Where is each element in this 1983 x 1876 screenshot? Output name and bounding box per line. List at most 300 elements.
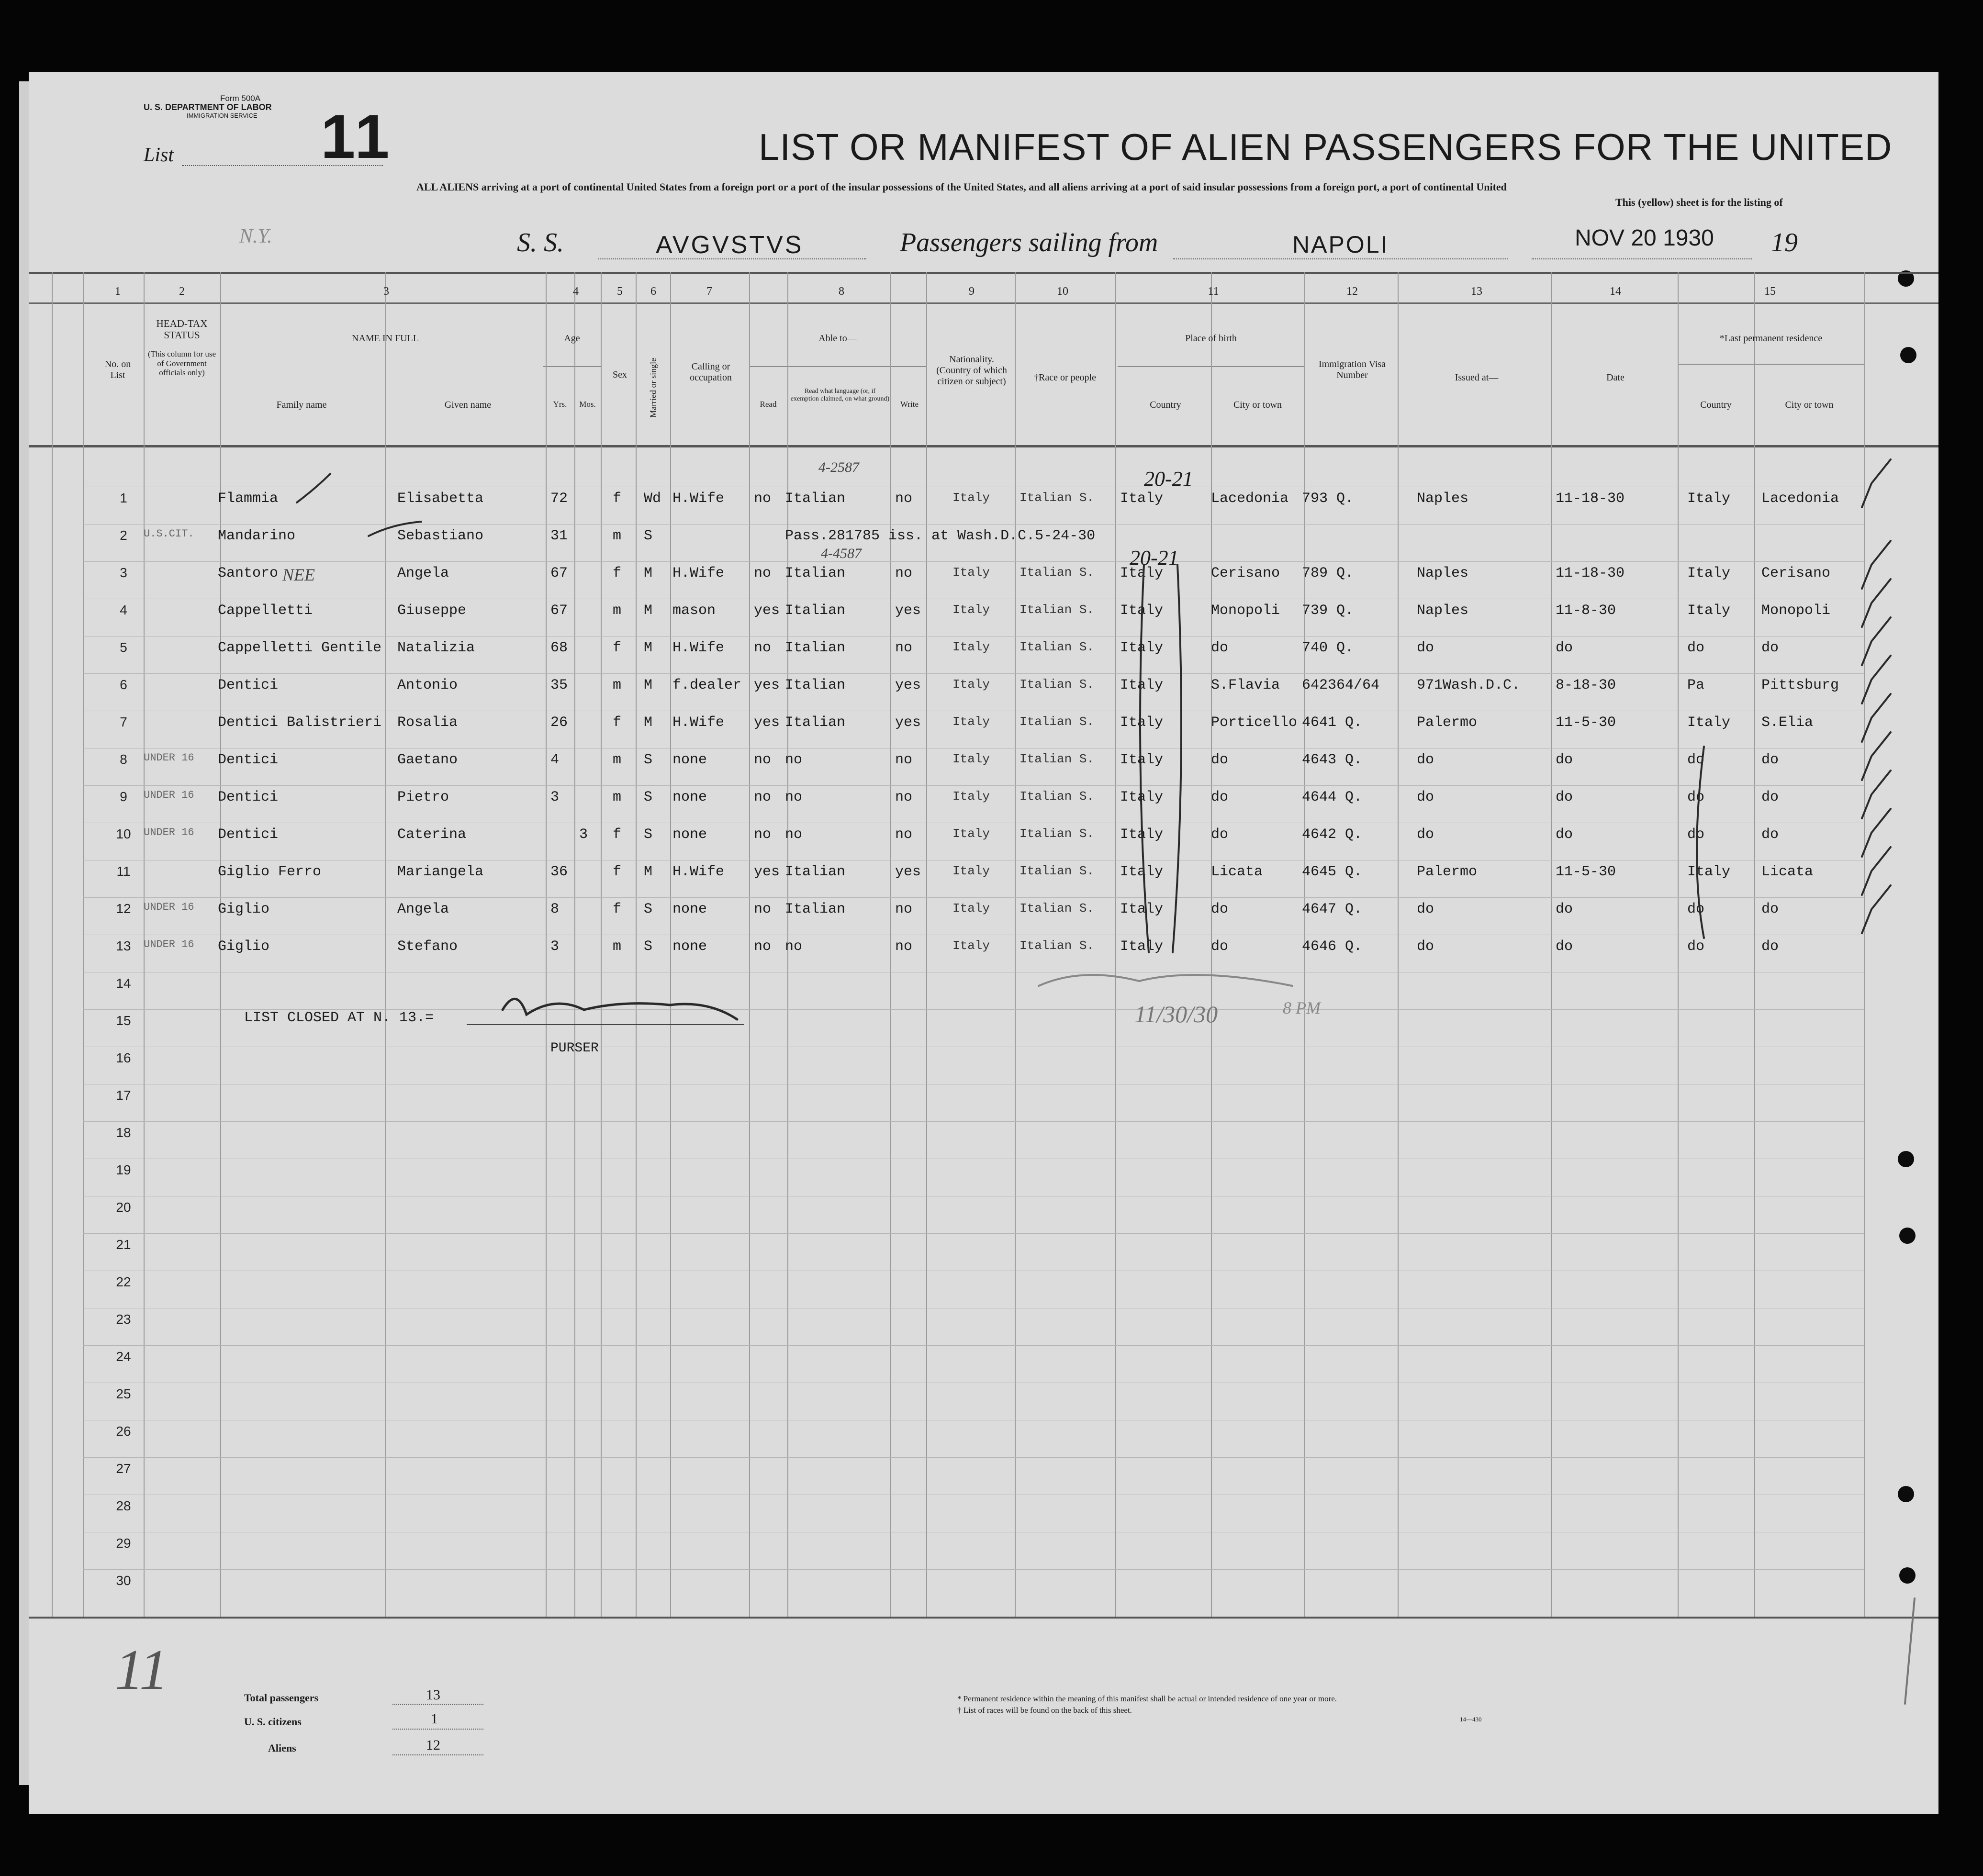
issue-date: 11-18-30 <box>1556 565 1625 581</box>
residence-country: Italy <box>1687 491 1731 507</box>
family-name: Mandarino <box>218 528 296 544</box>
header-age: Age <box>564 333 580 344</box>
ss-label: S. S. <box>517 228 564 257</box>
race: Italian S. <box>1020 901 1095 916</box>
residence-city: do <box>1761 640 1779 656</box>
header-issued-at: Issued at— <box>1455 372 1499 383</box>
nationality: Italy <box>952 565 990 580</box>
vertical-bracket <box>1173 565 1181 952</box>
can-write: no <box>895 901 913 917</box>
can-read: no <box>754 640 772 656</box>
can-read: no <box>754 491 772 507</box>
header-read: Read <box>760 400 777 409</box>
age-years: 3 <box>550 789 560 805</box>
visa-number: 739 Q. <box>1302 603 1354 619</box>
occupation: none <box>672 938 707 955</box>
vertical-bracket <box>1140 565 1149 952</box>
residence-city: Cerisano <box>1761 565 1831 581</box>
nationality: Italy <box>952 677 990 692</box>
visa-number: 4647 Q. <box>1302 901 1363 917</box>
header-calling: Calling or occupation <box>690 361 732 383</box>
column-number: 12 <box>1346 285 1358 298</box>
visa-number: 793 Q. <box>1302 491 1354 507</box>
row-number: 8 <box>120 752 127 767</box>
row-number: 5 <box>120 640 127 655</box>
age-years: 8 <box>550 901 560 917</box>
check-mark <box>1862 541 1891 589</box>
occupation: H.Wife <box>672 864 725 880</box>
header-sex: Sex <box>613 369 627 380</box>
residence-country: do <box>1687 640 1705 656</box>
can-write: no <box>895 789 913 805</box>
check-mark <box>1862 617 1891 665</box>
issued-at: Naples <box>1417 491 1469 507</box>
birth-country: Italy <box>1120 901 1164 917</box>
row-number: 13 <box>116 938 131 953</box>
can-read: yes <box>754 715 780 731</box>
given-name: Stefano <box>397 938 458 955</box>
sex: f <box>613 491 622 507</box>
visa-number: 740 Q. <box>1302 640 1354 656</box>
residence-country: Pa <box>1687 677 1705 693</box>
check-mark <box>1862 732 1891 780</box>
footnote-residence: * Permanent residence within the meaning of this manifest shall be actual or intended residence of one year or more. <box>957 1694 1337 1703</box>
nationality: Italy <box>952 603 990 617</box>
birth-city: do <box>1211 789 1229 805</box>
head-tax-status: UNDER 16 <box>144 752 194 764</box>
age-months: 3 <box>579 826 588 843</box>
birth-country: Italy <box>1120 938 1164 955</box>
can-write: yes <box>895 603 921 619</box>
can-write: no <box>895 826 913 843</box>
column-number: 11 <box>1208 285 1219 298</box>
residence-city: do <box>1761 938 1779 955</box>
form-number: Form 500A <box>220 94 261 103</box>
handwritten-note: 20-21 <box>1144 467 1193 491</box>
row-number: 7 <box>120 715 127 729</box>
birth-city: do <box>1211 938 1229 955</box>
family-name: Dentici Balistrieri <box>218 715 382 731</box>
us-citizens-label: U. S. citizens <box>244 1716 302 1728</box>
issue-date: 11-5-30 <box>1556 715 1616 731</box>
inspector-time: 8 PM <box>1283 998 1321 1017</box>
list-label: List <box>144 144 174 166</box>
header-birth-country: Country <box>1150 400 1181 410</box>
header-married: Married or single <box>648 357 658 418</box>
issued-at: do <box>1417 826 1434 843</box>
can-read: no <box>754 752 772 768</box>
given-name: Sebastiano <box>397 528 484 544</box>
issued-at: 971Wash.D.C. <box>1417 677 1521 693</box>
handwritten-note: 4-4587 <box>821 546 862 561</box>
visa-number: 642364/64 <box>1302 677 1380 693</box>
check-mark <box>1862 809 1891 857</box>
aliens-label: Aliens <box>268 1742 296 1754</box>
row-number: 27 <box>116 1461 131 1476</box>
residence-city: S.Elia <box>1761 715 1814 731</box>
age-years: 31 <box>550 528 568 544</box>
can-write: no <box>895 491 913 507</box>
birth-city: S.Flavia <box>1211 677 1280 693</box>
sex: f <box>613 640 622 656</box>
sex: m <box>613 677 622 693</box>
inspector-signature <box>1039 975 1292 986</box>
header-name-in-full: NAME IN FULL <box>352 333 419 344</box>
page-title: LIST OR MANIFEST OF ALIEN PASSENGERS FOR THE UNITED <box>759 126 1893 168</box>
birth-country: Italy <box>1120 826 1164 843</box>
header-place-of-birth: Place of birth <box>1185 333 1237 344</box>
birth-city: Cerisano <box>1211 565 1280 581</box>
family-name: Dentici <box>218 789 279 805</box>
header-yrs: Yrs. <box>553 400 567 409</box>
occupation: none <box>672 789 707 805</box>
header-mos: Mos. <box>579 400 596 409</box>
visa-number: 789 Q. <box>1302 565 1354 581</box>
issued-at: Palermo <box>1417 864 1478 880</box>
occupation: mason <box>672 603 716 619</box>
column-number: 15 <box>1764 285 1776 298</box>
header-no-on-list: No. on List <box>104 359 131 380</box>
column-number: 13 <box>1471 285 1482 298</box>
list-number: 11 <box>321 101 392 171</box>
family-name: Giglio Ferro <box>218 864 322 880</box>
head-tax-status: U.S.CIT. <box>144 528 194 540</box>
family-name: Flammia <box>218 491 279 507</box>
visa-number: 4643 Q. <box>1302 752 1363 768</box>
sex: f <box>613 826 622 843</box>
residence-city: Monopoli <box>1761 603 1831 619</box>
issue-date: do <box>1556 789 1573 805</box>
nationality: Italy <box>952 864 990 878</box>
marital-status: Wd <box>644 491 661 507</box>
row-number: 19 <box>116 1162 131 1177</box>
family-name: Giglio <box>218 901 270 917</box>
visa-number: 4646 Q. <box>1302 938 1363 955</box>
row-number: 25 <box>116 1386 131 1401</box>
check-mark <box>1862 885 1891 933</box>
check-mark <box>369 522 421 536</box>
occupation: none <box>672 826 707 843</box>
marital-status: S <box>644 938 653 955</box>
margin-tally: 11 <box>115 1638 168 1701</box>
read-language: no <box>785 752 803 768</box>
birth-country: Italy <box>1120 491 1164 507</box>
aliens-value: 12 <box>426 1737 440 1753</box>
check-mark <box>1862 770 1891 818</box>
residence-country: do <box>1687 901 1705 917</box>
nationality: Italy <box>952 752 990 766</box>
birth-city: do <box>1211 826 1229 843</box>
sex: m <box>613 603 622 619</box>
row-number: 6 <box>120 677 127 692</box>
row-number: 17 <box>116 1088 131 1103</box>
marital-status: S <box>644 752 653 768</box>
issued-at: do <box>1417 640 1434 656</box>
can-write: no <box>895 640 913 656</box>
header-date: Date <box>1606 372 1624 383</box>
race: Italian S. <box>1020 603 1095 617</box>
occupation: H.Wife <box>672 565 725 581</box>
nationality: Italy <box>952 491 990 505</box>
occupation: none <box>672 752 707 768</box>
age-years: 67 <box>550 603 568 619</box>
column-number: 10 <box>1057 285 1068 298</box>
row-number: 23 <box>116 1312 131 1327</box>
marital-status: M <box>644 603 653 619</box>
birth-country: Italy <box>1120 752 1164 768</box>
check-mark <box>1862 459 1891 507</box>
given-name: Caterina <box>397 826 467 843</box>
sailing-label: Passengers sailing from <box>900 228 1158 257</box>
marital-status: M <box>644 864 653 880</box>
sex: m <box>613 528 622 544</box>
row-number: 26 <box>116 1424 131 1439</box>
birth-country: Italy <box>1120 640 1164 656</box>
can-read: no <box>754 901 772 917</box>
given-name: Giuseppe <box>397 603 467 619</box>
age-years: 4 <box>550 752 560 768</box>
family-name: Santoro <box>218 565 279 581</box>
footnote-races: † List of races will be found on the back of this sheet. <box>957 1706 1132 1715</box>
row-number: 11 <box>116 864 131 879</box>
row-number: 29 <box>116 1536 131 1551</box>
departure-date: NOV 20 1930 <box>1575 225 1714 251</box>
race: Italian S. <box>1020 938 1095 953</box>
read-language: no <box>785 789 803 805</box>
column-number: 7 <box>706 285 712 298</box>
can-write: yes <box>895 677 921 693</box>
row-number: 20 <box>116 1200 131 1215</box>
year-label: 19 <box>1771 228 1798 257</box>
birth-country: Italy <box>1120 864 1164 880</box>
header-birth-city: City or town <box>1233 400 1282 410</box>
family-name: Cappelletti <box>218 603 313 619</box>
sex: m <box>613 938 622 955</box>
issue-date: do <box>1556 752 1573 768</box>
row-number: 1 <box>120 491 127 505</box>
can-write: no <box>895 752 913 768</box>
row-number: 16 <box>116 1050 131 1065</box>
check-mark <box>1862 694 1891 742</box>
sex: f <box>613 565 622 581</box>
residence-city: Pittsburg <box>1761 677 1839 693</box>
race: Italian S. <box>1020 826 1095 841</box>
issue-date: do <box>1556 640 1573 656</box>
birth-city: Lacedonia <box>1211 491 1289 507</box>
given-name: Angela <box>397 565 449 581</box>
service-name: IMMIGRATION SERVICE <box>187 112 258 119</box>
age-years: 72 <box>550 491 568 507</box>
age-years: 26 <box>550 715 568 731</box>
nationality: Italy <box>952 715 990 729</box>
residence-country: do <box>1687 789 1705 805</box>
handwritten-note: 4-2587 <box>818 459 859 475</box>
can-read: yes <box>754 603 780 619</box>
row-number: 10 <box>116 826 131 841</box>
header-head-tax: HEAD-TAX STATUS <box>156 318 208 341</box>
age-years: 67 <box>550 565 568 581</box>
row-number: 2 <box>120 528 127 543</box>
header-head-tax-note: (This column for use of Government officials only) <box>147 349 216 378</box>
race: Italian S. <box>1020 491 1095 505</box>
nationality: Italy <box>952 826 990 841</box>
instructions-line-2: This (yellow) sheet is for the listing of <box>1615 196 1783 208</box>
head-tax-status: UNDER 16 <box>144 901 194 913</box>
residence-country: Italy <box>1687 603 1731 619</box>
can-read: no <box>754 565 772 581</box>
header-given-name: Given name <box>444 400 492 410</box>
given-name: Gaetano <box>397 752 458 768</box>
issued-at: Naples <box>1417 603 1469 619</box>
residence-country: do <box>1687 938 1705 955</box>
issued-at: Naples <box>1417 565 1469 581</box>
occupation: f.dealer <box>672 677 742 693</box>
row-number: 9 <box>120 789 127 804</box>
issued-at: Palermo <box>1417 715 1478 731</box>
read-language: Italian <box>785 491 846 507</box>
race: Italian S. <box>1020 789 1095 804</box>
issued-at: do <box>1417 752 1434 768</box>
sex: f <box>613 901 622 917</box>
birth-country: Italy <box>1120 603 1164 619</box>
family-name: Cappelletti Gentile <box>218 640 382 656</box>
visa-number: 4645 Q. <box>1302 864 1363 880</box>
residence-city: do <box>1761 901 1779 917</box>
given-name: Pietro <box>397 789 449 805</box>
race: Italian S. <box>1020 640 1095 654</box>
read-language: Italian <box>785 677 846 693</box>
read-language: no <box>785 826 803 843</box>
header-res-city: City or town <box>1785 400 1834 410</box>
head-tax-status: UNDER 16 <box>144 938 194 950</box>
visa-number: 4641 Q. <box>1302 715 1363 731</box>
birth-city: Licata <box>1211 864 1263 880</box>
row-number: 22 <box>116 1274 131 1289</box>
birth-city: do <box>1211 640 1229 656</box>
header-write: Write <box>900 400 919 409</box>
row-number: 3 <box>120 565 127 580</box>
occupation: H.Wife <box>672 491 725 507</box>
given-name: Natalizia <box>397 640 475 656</box>
issued-at: do <box>1417 901 1434 917</box>
issue-date: 8-18-30 <box>1556 677 1616 693</box>
birth-city: do <box>1211 901 1229 917</box>
margin-note: N.Y. <box>239 225 272 247</box>
head-tax-status: UNDER 16 <box>144 826 194 838</box>
check-mark <box>1862 579 1891 627</box>
vertical-bracket <box>1697 747 1704 938</box>
birth-city: Monopoli <box>1211 603 1280 619</box>
can-read: no <box>754 789 772 805</box>
column-number: 4 <box>573 285 579 298</box>
column-number: 9 <box>969 285 975 298</box>
birth-country: Italy <box>1120 677 1164 693</box>
marital-status: M <box>644 565 653 581</box>
race: Italian S. <box>1020 715 1095 729</box>
check-mark <box>297 474 330 502</box>
residence-city: Licata <box>1761 864 1814 880</box>
read-language: Italian <box>785 715 846 731</box>
residence-country: do <box>1687 752 1705 768</box>
visa-number: 4644 Q. <box>1302 789 1363 805</box>
given-name: Antonio <box>397 677 458 693</box>
column-number: 6 <box>650 285 656 298</box>
row-number: 4 <box>120 603 127 617</box>
row-number: 14 <box>116 976 131 991</box>
department-name: U. S. DEPARTMENT OF LABOR <box>144 102 272 112</box>
marital-status: M <box>644 640 653 656</box>
residence-country: Italy <box>1687 565 1731 581</box>
header-res-country: Country <box>1700 400 1732 410</box>
residence-country: Italy <box>1687 864 1731 880</box>
given-name: Elisabetta <box>397 491 484 507</box>
read-language: Italian <box>785 640 846 656</box>
marital-status: S <box>644 826 653 843</box>
column-number: 5 <box>617 285 623 298</box>
race: Italian S. <box>1020 864 1095 878</box>
read-language: Pass.281785 iss. at Wash.D.C.5-24-30 <box>785 528 1096 544</box>
sex: m <box>613 752 622 768</box>
row-number: 24 <box>116 1349 131 1364</box>
check-mark <box>1862 847 1891 895</box>
race: Italian S. <box>1020 565 1095 580</box>
row-number: 18 <box>116 1125 131 1140</box>
residence-city: do <box>1761 826 1779 843</box>
residence-city: do <box>1761 789 1779 805</box>
form-code: 14—430 <box>1460 1716 1482 1723</box>
inspector-date: 11/30/30 <box>1134 1001 1218 1027</box>
head-tax-status: UNDER 16 <box>144 789 194 801</box>
ship-name: AVGVSTVS <box>656 231 804 259</box>
header-race: †Race or people <box>1034 372 1096 383</box>
sex: f <box>613 715 622 731</box>
read-language: Italian <box>785 565 846 581</box>
issue-date: 11-8-30 <box>1556 603 1616 619</box>
header-last-residence: *Last permanent residence <box>1719 333 1823 344</box>
list-closed-note: LIST CLOSED AT N. 13.= <box>244 1010 434 1026</box>
can-read: yes <box>754 864 780 880</box>
check-mark <box>1862 656 1891 704</box>
family-name: Giglio <box>218 938 270 955</box>
residence-country: do <box>1687 826 1705 843</box>
birth-country: Italy <box>1120 789 1164 805</box>
header-able-to: Able to— <box>818 333 857 344</box>
nationality: Italy <box>952 789 990 804</box>
age-years: 68 <box>550 640 568 656</box>
handwritten-note: NEE <box>282 565 315 584</box>
header-read-language: Read what language (or, if exemption claimed, on what ground) <box>790 388 890 403</box>
margin-stroke <box>1905 1598 1915 1704</box>
column-number: 2 <box>179 285 185 298</box>
issue-date: 11-18-30 <box>1556 491 1625 507</box>
birth-country: Italy <box>1120 715 1164 731</box>
age-years: 3 <box>550 938 560 955</box>
total-passengers-value: 13 <box>426 1687 440 1703</box>
residence-country: Italy <box>1687 715 1731 731</box>
us-citizens-value: 1 <box>431 1711 438 1727</box>
purser-signature <box>503 999 737 1019</box>
row-number: 30 <box>116 1573 131 1588</box>
can-write: yes <box>895 864 921 880</box>
birth-city: do <box>1211 752 1229 768</box>
departure-port: NAPOLI <box>1292 231 1389 258</box>
read-language: Italian <box>785 901 846 917</box>
race: Italian S. <box>1020 677 1095 692</box>
family-name: Dentici <box>218 826 279 843</box>
issued-at: do <box>1417 789 1434 805</box>
birth-city: Porticello <box>1211 715 1298 731</box>
residence-city: do <box>1761 752 1779 768</box>
